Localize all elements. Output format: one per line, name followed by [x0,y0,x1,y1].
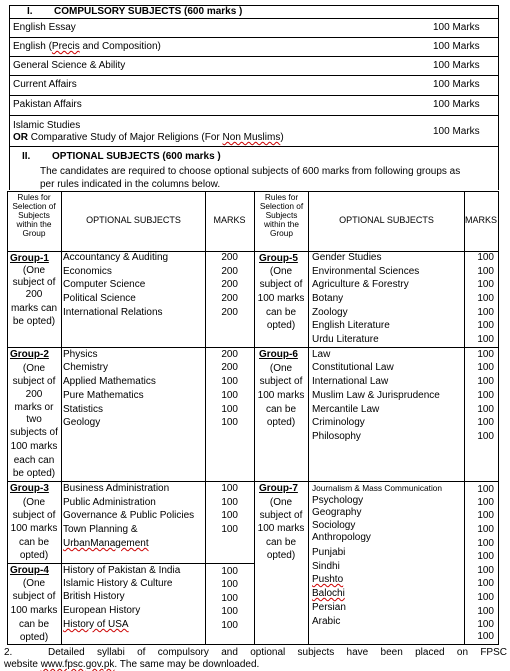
subject: History of Pakistan & India [63,565,181,576]
marks: 100 [477,431,494,442]
subject: Mercantile Law [312,404,380,415]
group-2-label: Group-2 [10,349,49,360]
marks: 100 [221,579,238,590]
subject: Persian [312,602,346,613]
subject: Chemistry [63,362,109,373]
compulsory-marks: 100 Marks [433,99,480,110]
marks: 100 [477,279,494,290]
marks: 100 [477,334,494,345]
marks: 100 [477,592,494,603]
footer-number: 2. [4,647,13,658]
marks: 100 [477,510,494,521]
group-rule: 100 marks [257,390,305,401]
group-rule: subjects of [10,427,58,438]
subject: Sociology [312,520,356,531]
group-rule: 200 [25,289,43,300]
compulsory-subject: Current Affairs [13,79,77,90]
group-1-label: Group-1 [10,253,49,264]
compulsory-subject: English (Precis and Composition) [13,41,161,52]
group-rule: subject of [12,277,56,288]
group-rule: subject of [12,591,56,602]
subject: Environmental Sciences [312,266,420,277]
section-1-heading: COMPULSORY SUBJECTS (600 marks ) [54,6,243,17]
subject: Geography [312,507,362,518]
subject: Public Administration [63,497,156,508]
compulsory-marks: 100 Marks [433,79,480,90]
group-rule: be opted) [12,316,56,327]
group-rule: 100 marks [257,523,305,534]
group-rule: (One [22,363,46,374]
rules-column-header: Rules for Selection of Subjects within the Group [259,192,304,238]
marks: 100 [477,362,494,373]
subject: Law [312,349,331,360]
subject: Geology [63,417,101,428]
marks: 100 [477,390,494,401]
marks: 200 [221,293,238,304]
subject: Accountancy & Auditing [63,252,169,263]
marks: 100 [477,619,494,630]
marks: 100 [477,551,494,562]
compulsory-subject-alt: OR Comparative Study of Major Religions (For Non Muslims) [13,132,284,143]
subject: Psychology [312,495,364,506]
compulsory-marks: 100 Marks [433,41,480,52]
subject: Physics [63,349,98,360]
group-5-label: Group-5 [259,253,298,264]
subjects-column-header: OPTIONAL SUBJECTS [339,215,434,225]
marks: 100 [221,404,238,415]
fpsc-website-link[interactable]: www.fpsc.gov.pk [40,659,115,670]
group-rule: 100 marks [10,523,58,534]
group-rule: each can [13,455,55,466]
compulsory-marks: 100 Marks [433,22,480,33]
subject: Anthropology [312,532,371,543]
subject: Town Planning & [63,524,138,535]
group-rule: (One [269,497,293,508]
marks: 100 [477,376,494,387]
marks: 100 [221,483,238,494]
subject: International Relations [63,307,163,318]
group-rule: can be [265,307,297,318]
compulsory-subject: General Science & Ability [13,60,126,71]
subject: Economics [63,266,112,277]
subject: English Literature [312,320,390,331]
compulsory-marks: 100 Marks [433,60,480,71]
group-rule: can be [265,537,297,548]
group-rule: (One [22,265,46,276]
subject: Arabic [312,616,341,627]
optional-intro: The candidates are required to choose optional subjects of 600 marks from following groups as [40,166,461,177]
group-rule: subject of [259,376,303,387]
group-rule: opted) [266,550,296,561]
subject: Governance & Public Policies [63,510,195,521]
marks: 100 [221,566,238,577]
group-rule: subject of [12,510,56,521]
optional-intro-line2: per rules indicated in the columns below. [40,179,221,190]
subject: International Law [312,376,389,387]
subject: UrbanManagement [63,538,149,549]
group-rule: opted) [266,417,296,428]
group-rule: 100 marks [10,441,58,452]
group-rule: marks or [14,402,54,413]
marks: 100 [221,417,238,428]
subject: Islamic History & Culture [63,578,173,589]
marks: 100 [477,252,494,263]
group-rule: subject of [259,279,303,290]
subject: Zoology [312,307,348,318]
group-rule: (One [22,578,46,589]
marks: 100 [221,606,238,617]
group-7-label: Group-7 [259,483,298,494]
compulsory-subject: English Essay [13,22,76,33]
group-rule: opted) [19,632,49,643]
marks: 100 [477,404,494,415]
marks: 100 [477,578,494,589]
subject: Criminology [312,417,365,428]
marks: 100 [477,320,494,331]
marks: 100 [221,376,238,387]
group-rule: can be [18,619,50,630]
subject: Statistics [63,404,104,415]
group-rule: opted) [266,320,296,331]
section-1-number: I. [27,6,33,17]
subject: Applied Mathematics [63,376,156,387]
subject: History of USA [63,619,129,630]
group-6-label: Group-6 [259,349,298,360]
rules-column-header: Rules for Selection of Subjects within the Group [12,192,56,238]
marks: 100 [221,524,238,535]
marks: 100 [477,565,494,576]
marks: 200 [221,362,238,373]
marks: 100 [221,497,238,508]
subject: Muslim Law & Jurisprudence [312,390,440,401]
subjects-column-header: OPTIONAL SUBJECTS [86,215,181,225]
marks: 100 [477,497,494,508]
compulsory-marks: 100 Marks [433,126,480,137]
marks: 100 [477,349,494,360]
group-rule: (One [22,497,46,508]
subject: Botany [312,293,344,304]
marks: 100 [221,593,238,604]
group-rule: two [26,414,42,425]
marks: 100 [477,538,494,549]
subject: European History [63,605,141,616]
subject: Gender Studies [312,252,382,263]
section-2-heading: OPTIONAL SUBJECTS (600 marks ) [52,151,221,162]
marks-column-header: MARKS [213,215,246,225]
section-2-number: II. [22,151,31,162]
subject: Business Administration [63,483,170,494]
marks: 200 [221,266,238,277]
marks: 100 [477,524,494,535]
marks: 100 [477,631,494,642]
subject: Philosophy [312,431,361,442]
subject: Punjabi [312,547,346,558]
footer-text: Detailed syllabi of compulsory and optional subjects have been placed on FPSC [48,647,507,658]
subject: Journalism & Mass Communication [312,483,443,493]
marks: 100 [477,484,494,495]
marks: 100 [477,293,494,304]
group-rule: 100 marks [257,293,305,304]
subject: Pure Mathematics [63,390,144,401]
compulsory-subject: Islamic Studies [13,120,81,131]
marks: 100 [477,266,494,277]
group-rule: (One [269,266,293,277]
subject: British History [63,591,125,602]
subject: Constitutional Law [312,362,394,373]
marks: 100 [477,606,494,617]
marks: 100 [477,307,494,318]
group-rule: marks can [10,303,58,314]
subject: Pushto [312,574,344,585]
group-rule: (One [269,363,293,374]
subject: Sindhi [312,561,340,572]
subject: Computer Science [63,279,146,290]
group-rule: can be [265,404,297,415]
marks: 200 [221,349,238,360]
marks: 100 [221,390,238,401]
marks: 200 [221,307,238,318]
group-rule: subject of [12,376,56,387]
group-rule: 100 marks [10,605,58,616]
group-rule: subject of [259,510,303,521]
group-4-label: Group-4 [10,565,49,576]
marks: 200 [221,252,238,263]
group-rule: be opted) [12,468,56,479]
subject: Balochi [312,588,345,599]
marks: 100 [477,417,494,428]
marks-column-header: MARKS [464,215,497,225]
marks: 200 [221,279,238,290]
group-rule: can be [18,537,50,548]
group-rule: 200 [25,389,43,400]
subject: Agriculture & Forestry [312,279,409,290]
subject: Urdu Literature [312,334,379,345]
compulsory-subject: Pakistan Affairs [13,99,82,110]
group-rule: opted) [19,550,49,561]
marks: 100 [221,510,238,521]
footer-text-line2: website www.fpsc.gov.pk. The same may be downloaded. [4,659,260,670]
marks: 100 [221,620,238,631]
group-3-label: Group-3 [10,483,49,494]
subject: Political Science [63,293,136,304]
